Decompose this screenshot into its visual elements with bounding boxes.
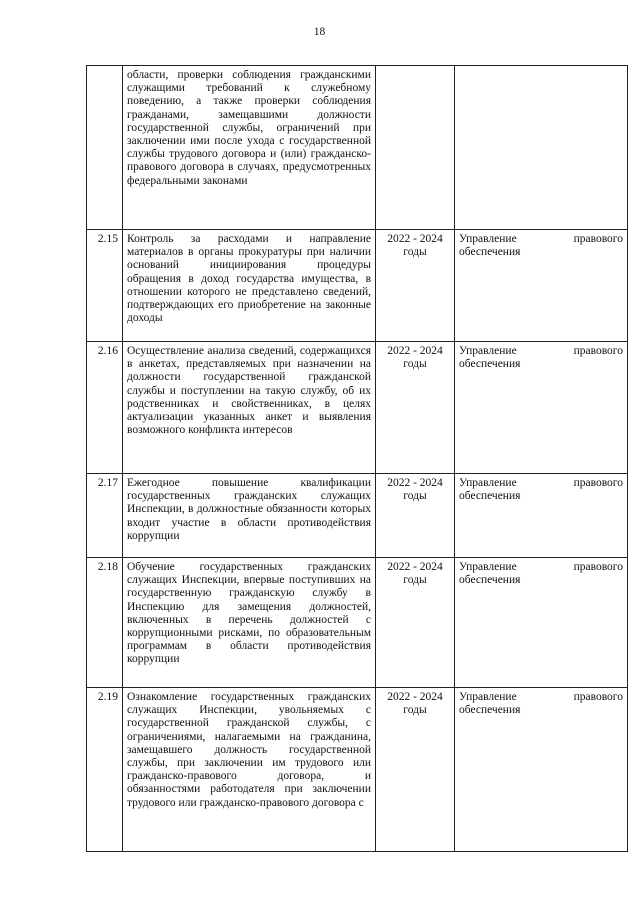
deadline-cell: 2022 - 2024 годы <box>376 474 455 558</box>
deadline-cell: 2022 - 2024 годы <box>376 688 455 852</box>
row-number: 2.15 <box>87 230 123 342</box>
responsible-cell: Управление правового обеспечения <box>455 558 628 688</box>
event-description: Осуществление анализа сведений, содержащихся в анкетах, представляемых при назначении на должности государственной гражданской службы и поступлении на такую службу, об их родственниках и свойственниках, в целях актуализации указанных анкет и выявления возможного конфликта интересов <box>123 342 376 474</box>
responsible-cell: Управление правового обеспечения <box>455 230 628 342</box>
table-row <box>87 688 628 852</box>
row-number: 2.17 <box>87 474 123 558</box>
table-row <box>87 558 628 688</box>
responsible-cell: Управление правового обеспечения <box>455 474 628 558</box>
table-row <box>87 230 628 342</box>
responsible-cell: Управление правового обеспечения <box>455 342 628 474</box>
row-number: 2.19 <box>87 688 123 852</box>
table-row <box>87 474 628 558</box>
event-description: Обучение государственных гражданских служащих Инспекции, впервые поступивших на государственную гражданскую службу в Инспекцию для замещения должностей, включенных в перечень должностей с коррупционными рисками, по образовательным программам в области противодействия коррупции <box>123 558 376 688</box>
deadline-cell: 2022 - 2024 годы <box>376 342 455 474</box>
table-row <box>87 342 628 474</box>
event-description: Ежегодное повышение квалификации государственных гражданских служащих Инспекции, в должностные обязанности которых входит участие в области противодействия коррупции <box>123 474 376 558</box>
row-number: 2.18 <box>87 558 123 688</box>
deadline-cell: 2022 - 2024 годы <box>376 558 455 688</box>
deadline-cell: 2022 - 2024 годы <box>376 230 455 342</box>
responsible-cell <box>455 66 628 230</box>
measures-table <box>86 65 628 852</box>
page-number: 18 <box>313 26 326 38</box>
deadline-cell <box>376 66 455 230</box>
table-row <box>87 66 628 230</box>
row-number <box>87 66 123 230</box>
responsible-cell: Управление правового обеспечения <box>455 688 628 852</box>
event-description: области, проверки соблюдения гражданскими служащими требований к служебному поведению, а также проверки соблюдения гражданами, замещавшими должности государственной службы, ограничений при заключении ими после ухода с государственной службы трудового договора и (или) гражданско-правового договора в случаях, предусмотренных федеральными законами <box>123 66 376 230</box>
event-description: Ознакомление государственных гражданских служащих Инспекции, увольняемых с государственной гражданской службы, с ограничениями, налагаемыми на гражданина, замещавшего должность государственной службы, при заключении им трудового или гражданско-правового договора, и обязанностями работодателя при заключении трудового или гражданско-правового договора с <box>123 688 376 852</box>
event-description: Контроль за расходами и направление материалов в органы прокуратуры при наличии оснований инициирования процедуры обращения в доход государства имущества, в отношении которого не представлено сведений, подтверждающих его приобретение на законные доходы <box>123 230 376 342</box>
row-number: 2.16 <box>87 342 123 474</box>
